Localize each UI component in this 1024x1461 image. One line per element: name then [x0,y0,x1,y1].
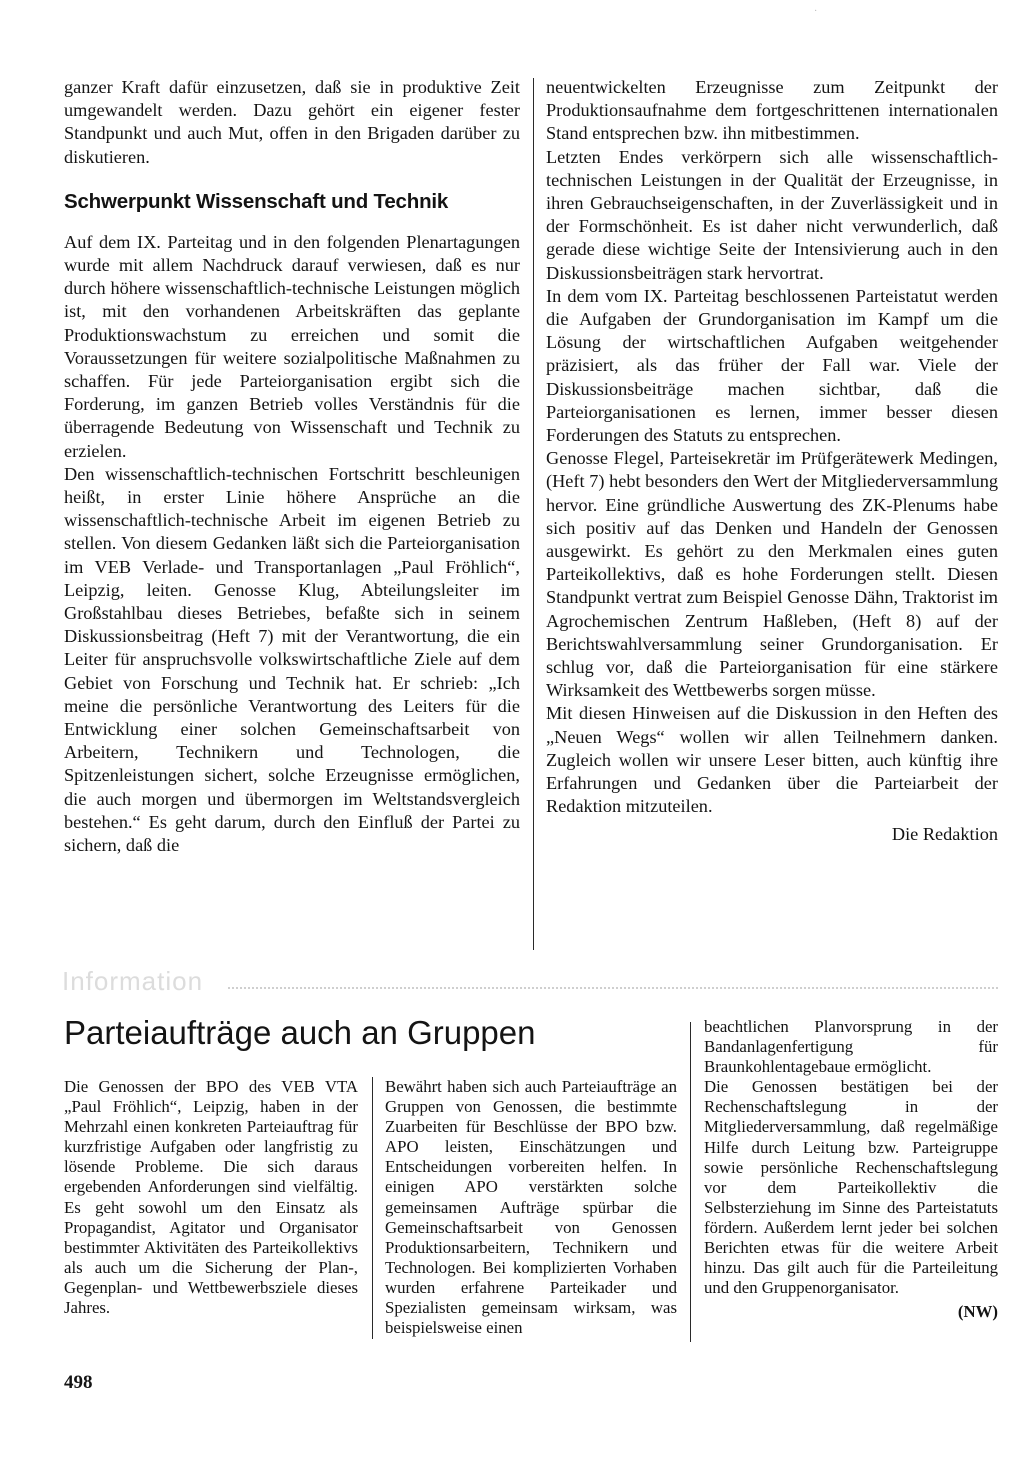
signature: Die Redaktion [891,823,998,844]
column-divider [690,1022,691,1342]
paragraph: ganzer Kraft dafür einzusetzen, daß sie in produktive Zeit umgewandelt werden. Dazu gehört ein eigener fester Standpunkt und auch Mut, offen in den Brigaden darüber zu diskutieren. [64,77,520,167]
info-column-3 [704,1017,998,1322]
paragraph: Letzten Endes verkörpern sich alle wissenschaftlich-technischen Leistungen in der Qualität der Erzeugnisse, in ihren Gebrauchseigenschaften, in der Zuverlässigkeit und in der Formschönheit. Es ist daher nicht verwunderlich, daß gerade diese wichtige Seite der Intensivierung auch in den Diskussionsbeiträgen stark hervortrat. [546,146,998,283]
paragraph: In dem vom IX. Parteitag beschlossenen Parteistatut werden die Aufgaben der Grundorganisation im Kampf um die Lösung der wirtschaftlichen Aufgaben weitgehender präzisiert, als das früher der Fall war. Viele der Diskussionsbeiträge machen sichtbar, daß die Parteiorganisationen es lernen, immer besser diesen Forderungen des Statuts zu entsprechen. [546,285,998,446]
paragraph: beachtlichen Planvorsprung in der Bandanlagenfertigung für Braunkohlentagebaue ermöglicht. [704,1017,998,1077]
article-left-column [64,76,520,857]
headline: Parteiaufträge auch an Gruppen [64,1014,536,1051]
paragraph: Die Genossen der BPO des VEB VTA „Paul Fröhlich“, Leipzig, haben in der Mehrzahl einen konkreten Parteiauftrag für kurzfristige Aufgaben oder langfristig zu lösende Probleme. Die sich daraus ergebenden Anforderungen sind vielfältig. Es geht sowohl um den Einsatz als Propagandist, Agitator und Organisator bestimmter Aktivitäten des Parteikollektivs als auch um die Sicherung der Plan-, Gegenplan- und Wettbewerbsziele dieses Jahres. [64,1077,358,1318]
subheading: Schwerpunkt Wissenschaft und Technik [64,189,449,213]
paragraph: Bewährt haben sich auch Parteiaufträge an Gruppen von Genossen, die bestimmte Zuarbeiten für Beschlüsse der BPO bzw. APO leisten, Einschätzungen und Entscheidungen vorbereiten helfen. In einigen APO verstärkten solche gemeinsamen Aufträge spürbar die Gemeinschaftsarbeit von Genossen Produktionsarbeitern, Technikern und Technologen. Bei komplizierten Vorhaben wurden erfahrene Parteikader und Spezialisten gemeinsam wirksam, was beispielsweise einen [385,1077,677,1338]
column-divider [372,1077,373,1339]
page-number: 498 [64,1372,93,1393]
paragraph: Die Genossen bestätigen bei der Rechenschaftslegung in der Mitgliederversammlung, daß regelmäßige Hilfe durch Leitung bzw. Parteigruppe sowie persönliche Rechenschaftslegung vor dem Parteikollektiv die Selbsterziehung im Sinne des Parteistatuts fördern. Außerdem lernt jeder bei solchen Berichten etwas für die weitere Arbeit hinzu. Das gilt auch für die Parteileitung und den Gruppenorganisator. [704,1077,998,1298]
article-right-column [546,76,998,846]
paragraph: Mit diesen Hinweisen auf die Diskussion in den Heften des „Neuen Wegs“ wollen wir allen Teilnehmern danken. Zugleich wollen wir unsere Leser bitten, auch künftig ihre Erfahrungen und Gedanken über die Parteiarbeit der Redaktion mitzuteilen. [546,703,998,817]
paragraph: Genosse Flegel, Parteisekretär im Prüfgerätewerk Medingen, (Heft 7) hebt besonders den Wert der Mitgliederversammlung hervor. Eine gründliche Auswertung des ZK-Plenums habe sich positiv auf das Denken und Handeln der Genossen ausgewirkt. Es gehört zu den Merkmalen eines guten Parteikollektivs, daß es hohe Forderungen stellt. Diesen Standpunkt vertrat zum Beispiel Genosse Dähn, Traktorist im Agrochemischen Zentrum Haßleben, (Heft 8) auf der Berichtswahlversammlung seiner Grundorganisation. Er schlug vor, daß die Parteiorganisation für eine stärkere Wirksamkeit des Wettbewerbs sorgen müsse. [546,448,998,701]
initials: (NW) [957,1302,998,1322]
column-divider [533,78,534,950]
info-column-2 [385,1077,677,1338]
paragraph: Auf dem IX. Parteitag und in den folgenden Plenartagungen wurde mit allem Nachdruck darauf verwiesen, daß es nur durch höhere wissenschaftlich-technische Leistungen möglich ist, mit den vorhandenen Arbeitskräften das geplante Produktionswachstum zu erreichen und somit die Voraussetzungen für weitere sozialpolitische Maßnahmen zu schaffen. Für jede Parteiorganisation ergibt sich die Forderung, im ganzen Betrieb volles Verständnis für die überragende Bedeutung von Wissenschaft und Technik zu erzielen. [64,231,520,461]
paragraph: Den wissenschaftlich-technischen Fortschritt beschleunigen heißt, in erster Linie höhere Ansprüche an die wissenschaftlich-technische Arbeit im eigenen Betrieb zu stellen. Von diesem Gedanken läßt sich die Parteiorganisation im VEB Verlade- und Transportanlagen „Paul Fröhlich“, Leipzig, leiten. Genosse Klug, Abteilungsleiter im Großstahlbau dieses Betriebes, befaßte sich in seinem Diskussionsbeitrag (Heft 7) mit der Verantwortung, die ein Leiter für anspruchsvolle volkswirtschaftliche Ziele auf dem Gebiet von Forschung und Technik hat. Er schrieb: „Ich meine die persönliche Verantwortung des Leiters für die Entwicklung einer solchen Gemeinschaftsarbeit von Arbeitern, Technikern und Technologen, die Spitzenleistungen sichert, solche Erzeugnisse ermöglichen, die auch morgen und übermorgen im Weltstandsvergleich bestehen.“ Es geht darum, durch den Einfluß der Partei zu sichern, daß die [64,463,520,856]
section-label: Information [62,966,204,996]
paragraph: neuentwickelten Erzeugnisse zum Zeitpunkt der Produktionsaufnahme dem fortgeschrittenen internationalen Stand entsprechen bzw. ihn mitbestimmen. [546,77,998,144]
info-column-1 [64,1077,358,1318]
section-rule [228,987,998,989]
scan-mark: · [814,6,818,17]
